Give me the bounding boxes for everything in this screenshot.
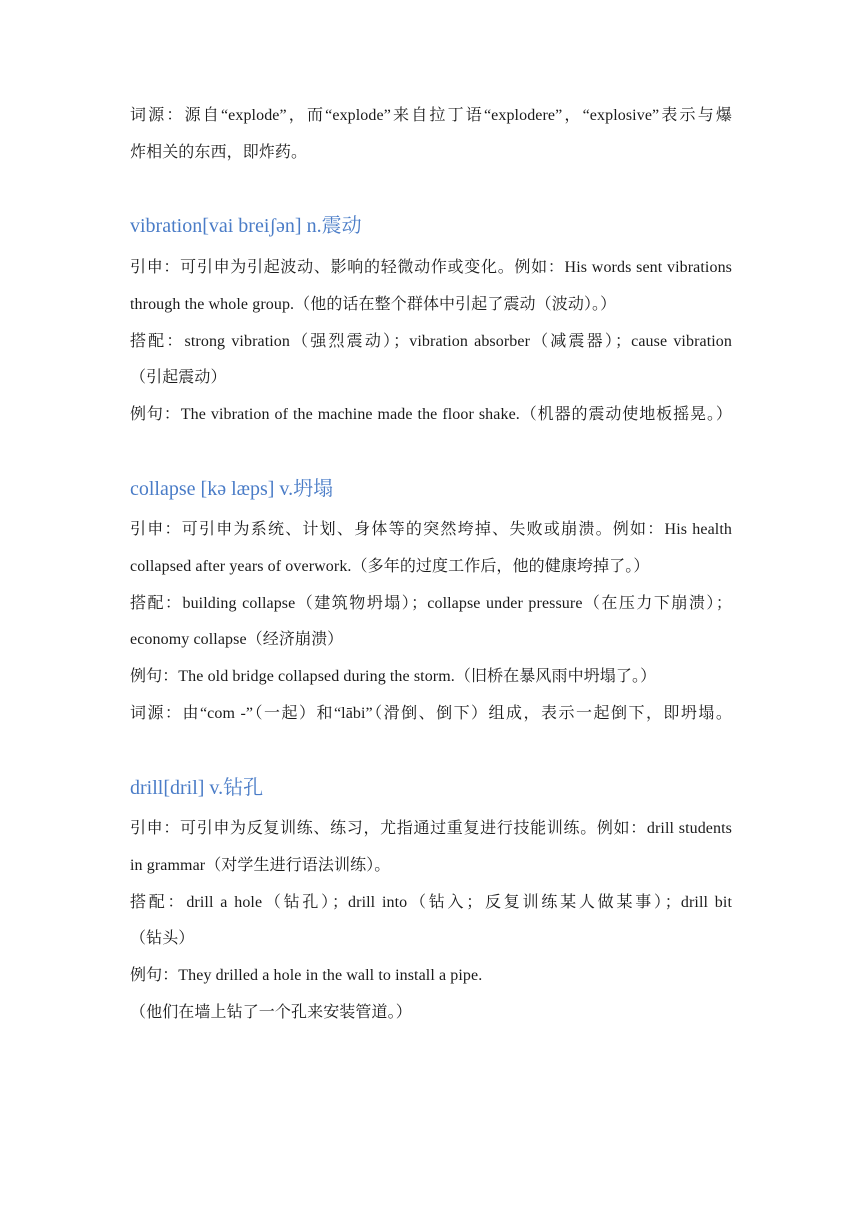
example-line: 例句：They drilled a hole in the wall to install a pipe.: [130, 967, 483, 984]
extension-line: collapsed after years of overwork.（多年的过度工作后，他的健康垮掉了。）: [130, 558, 650, 575]
example-translation-line: （他们在墙上钻了一个孔来安装管道。）: [130, 1004, 412, 1021]
extension-line: in grammar（对学生进行语法训练）。: [130, 857, 391, 874]
extension-line: 引申：可引申为反复训练、练习，尤指通过重复进行技能训练。例如：drill students: [130, 820, 732, 837]
collocation-line: 搭配：building collapse（建筑物坍塌）；collapse under pressure（在压力下崩溃）；: [130, 595, 732, 612]
etymology-line: 炸相关的东西，即炸药。: [130, 144, 308, 161]
collocation-line: economy collapse（经济崩溃）: [130, 631, 344, 648]
collocation-line: 搭配：drill a hole（钻孔）；drill into（钻入；反复训练某人做某事）；drill bit: [130, 894, 732, 911]
extension-line: 引申：可引申为引起波动、影响的轻微动作或变化。例如：His words sent vibrations: [130, 259, 732, 276]
example-line: 例句：The old bridge collapsed during the storm.（旧桥在暴风雨中坍塌了。）: [130, 668, 657, 685]
extension-line: 引申：可引申为系统、计划、身体等的突然垮掉、失败或崩溃。例如：His health: [130, 521, 732, 538]
collocation-line: （引起震动）: [130, 369, 227, 386]
etymology-line: 词源：源自“explode”，而“explode”来自拉丁语“explodere”，“explosive”表示与爆: [130, 107, 732, 124]
example-line: 例句：The vibration of the machine made the floor shake.（机器的震动使地板摇晃。）: [130, 406, 732, 423]
entry-heading-vibration: vibration[vai breiʃən] n.震动: [130, 215, 362, 237]
collocation-line: 搭配：strong vibration（强烈震动）；vibration absorber（减震器）；cause vibration: [130, 333, 732, 350]
entry-heading-drill: drill[dril] v.钻孔: [130, 777, 264, 799]
collocation-line: （钻头）: [130, 930, 195, 947]
entry-heading-collapse: collapse [kə læps] v.坍塌: [130, 478, 334, 500]
extension-line: through the whole group.（他的话在整个群体中引起了震动（波动）。）: [130, 296, 617, 313]
etymology-line: 词源：由“com -”（一起）和“lābi”（滑倒、倒下）组成，表示一起倒下，即坍塌。: [130, 705, 732, 722]
